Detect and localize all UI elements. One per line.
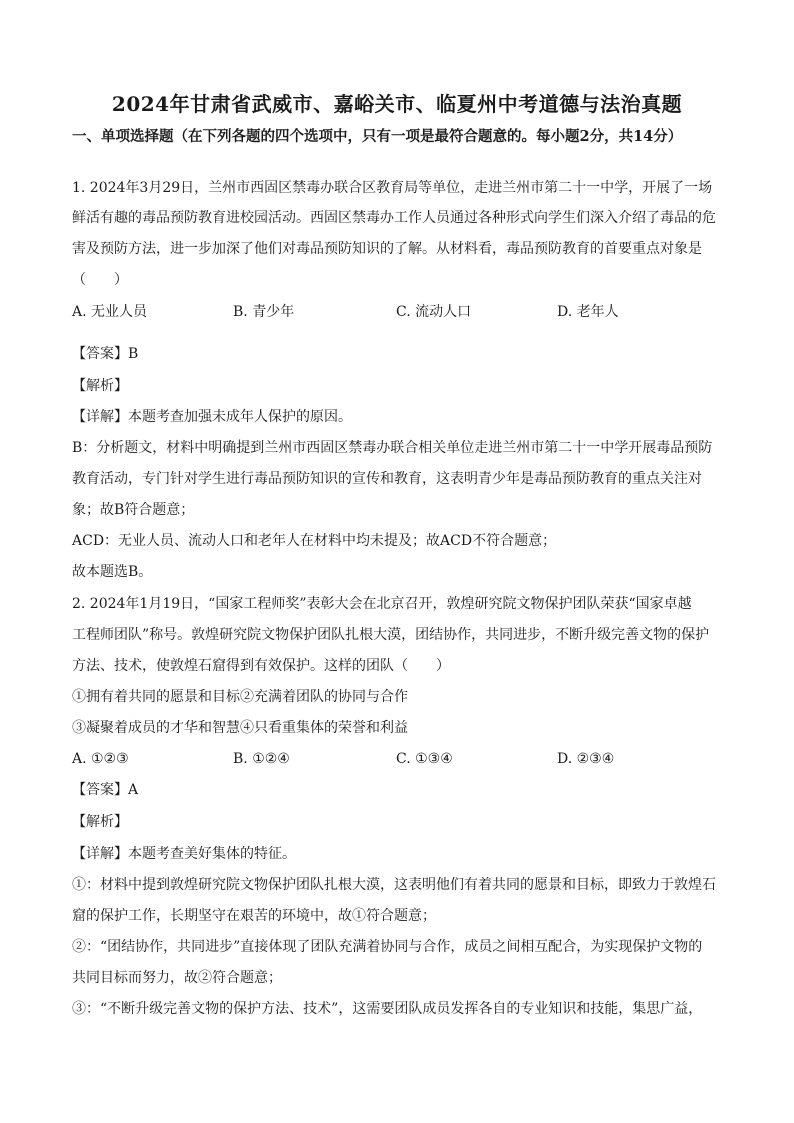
q1-detail-2: B：分析题文，材料中明确提到兰州市西固区禁毒办联合相关单位走进兰州市第二十一中学开展毒品预防 [72, 440, 713, 456]
q1-line-2: 鲜活有趣的毒品预防教育进校园活动。西固区禁毒办工作人员通过各种形式向学生们深入介绍了毒品的危 [72, 210, 716, 226]
q1-option-a: A. 无业人员 [72, 304, 148, 320]
q1-detail-1: 【详解】本题考查加强未成年人保护的原因。 [72, 409, 352, 425]
q1-line-4: （ ） [72, 272, 128, 288]
q2-line-1: 2. 2024年1月19日，“国家工程师奖”表彰大会在北京召开，敦煌研究院文物保护团队荣获“国家卓越 [72, 596, 692, 612]
section-heading: 一、单项选择题（在下列各题的四个选项中，只有一项是最符合题意的。每小题2分，共14分） [72, 128, 683, 145]
q2-analysis-label: 【解析】 [72, 814, 128, 830]
q2-answer: 【答案】A [72, 782, 139, 798]
q1-analysis-label: 【解析】 [72, 378, 128, 394]
q1-option-c: C. 流动人口 [396, 304, 472, 320]
page-title: 2024年甘肃省武威市、嘉峪关市、临夏州中考道德与法治真题 [111, 92, 683, 116]
q2-detail-3: 窟的保护工作，长期坚守在艰苦的环境中，故①符合题意； [72, 908, 436, 924]
q2-line-4: ①拥有着共同的愿景和目标②充满着团队的协同与合作 [72, 689, 408, 705]
q1-detail-5: ACD：无业人员、流动人口和老年人在材料中均未提及；故ACD不符合题意； [72, 533, 557, 549]
q2-detail-1: 【详解】本题考查美好集体的特征。 [72, 846, 296, 862]
q2-option-d: D. ②③④ [557, 751, 615, 767]
q2-option-a: A. ①②③ [72, 751, 129, 767]
q2-detail-4: ②：“团结协作，共同进步”直接体现了团队充满着协同与合作，成员之间相互配合，为实现保护文物的 [72, 939, 703, 955]
q1-detail-3: 教育活动，专门针对学生进行毒品预防知识的宣传和教育，这表明青少年是毒品预防教育的重点关注对 [72, 471, 702, 487]
q1-answer: 【答案】B [72, 346, 139, 362]
q2-option-c: C. ①③④ [396, 751, 453, 767]
q1-detail-6: 故本题选B。 [72, 564, 153, 580]
q1-option-d: D. 老年人 [557, 304, 619, 320]
q2-detail-6: ③：“不断升级完善文物的保护方法、技术”，这需要团队成员发挥各自的专业知识和技能，集思广益， [72, 1001, 703, 1017]
q2-line-5: ③凝聚着成员的才华和智慧④只看重集体的荣誉和利益 [72, 720, 408, 736]
q1-line-3: 害及预防方法，进一步加深了他们对毒品预防知识的了解。从材料看，毒品预防教育的首要重点对象是 [72, 241, 702, 257]
q2-line-2: 工程师团队”称号。敦煌研究院文物保护团队扎根大漠，团结协作，共同进步，不断升级完善文物的保护 [72, 627, 710, 643]
q2-detail-5: 共同目标而努力，故②符合题意； [72, 970, 282, 986]
q1-option-b: B. 青少年 [233, 304, 295, 320]
q2-detail-2: ①：材料中提到敦煌研究院文物保护团队扎根大漠，这表明他们有着共同的愿景和目标，即致力于敦煌石 [72, 877, 716, 893]
q1-detail-4: 象；故B符合题意； [72, 502, 195, 518]
q1-line-1: 1. 2024年3月29日，兰州市西固区禁毒办联合区教育局等单位，走进兰州市第二十一中学，开展了一场 [72, 180, 713, 196]
q2-line-3: 方法、技术，使敦煌石窟得到有效保护。这样的团队（ ） [72, 658, 450, 674]
q2-option-b: B. ①②④ [233, 751, 290, 767]
